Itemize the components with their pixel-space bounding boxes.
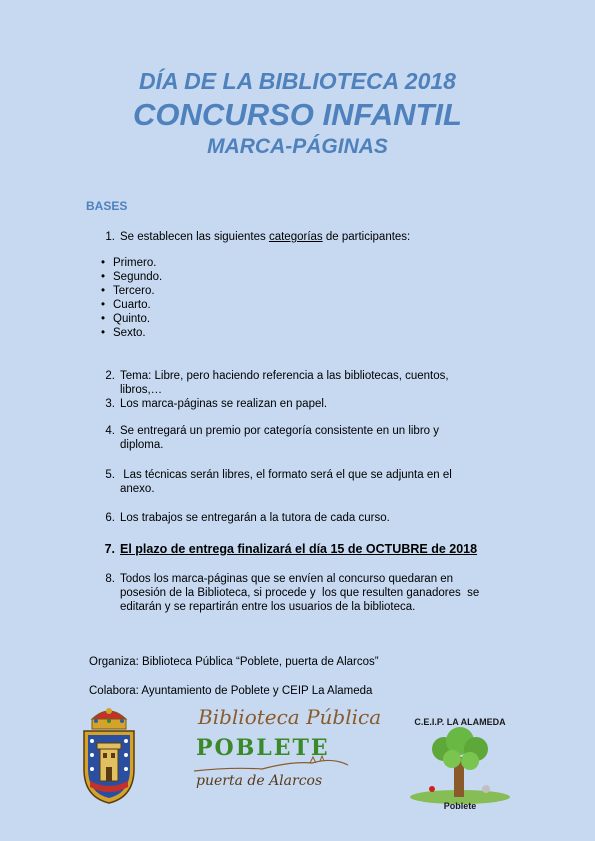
item-text: Los trabajos se entregarán a la tutora de cada curso. — [120, 512, 390, 524]
school-bottom-text: Poblete — [443, 801, 477, 811]
list-item: • Tercero. — [101, 284, 162, 298]
colabora-text: Colabora: Ayuntamiento de Poblete y CEIP La Alameda — [89, 685, 373, 697]
bases-heading: BASES — [86, 199, 128, 213]
logos-row — [0, 705, 595, 815]
item-text-line: editarán y se repartirán entre los usuarios de la biblioteca. — [120, 601, 416, 613]
tree-icon — [404, 717, 516, 809]
coat-of-arms-icon — [78, 707, 140, 805]
school-logo — [404, 717, 516, 817]
categorias-word: categorías — [268, 231, 323, 243]
list-item: • Quinto. — [101, 312, 162, 326]
item-number: 6. — [105, 512, 115, 524]
item-text-line: Todos los marca-páginas que se envíen al concurso quedaran en — [120, 573, 454, 585]
item-text — [120, 369, 500, 397]
item-number: 2. — [105, 370, 115, 382]
item-number: 7. — [104, 542, 115, 556]
library-logo-line-3: puerta de Alarcos — [196, 773, 323, 789]
item-number: 3. — [105, 398, 115, 410]
library-logo-line-1: Biblioteca Pública — [198, 705, 382, 729]
item-text — [120, 230, 410, 244]
item-text — [120, 424, 500, 452]
item-text-pre: Se establecen las siguientes — [120, 231, 269, 243]
item-text-line: Las técnicas serán libres, el formato será el que se adjunta en el — [120, 469, 452, 481]
list-item: • Primero. — [101, 256, 162, 270]
item-text — [120, 468, 500, 496]
categories-list — [101, 256, 162, 340]
title-block — [0, 66, 595, 160]
organiza-text: Organiza: Biblioteca Pública “Poblete, puerta de Alarcos” — [89, 656, 379, 668]
item-text-line: anexo. — [120, 483, 155, 495]
item-text-line: Se entregará un premio por categoría consistente en un libro y — [120, 425, 439, 437]
title-line-2: CONCURSO INFANTIL — [133, 97, 462, 132]
library-logo — [192, 705, 382, 805]
deadline-text: El plazo de entrega finalizará el día 15 de OCTUBRE de 2018 — [120, 542, 478, 556]
item-text-line: diploma. — [120, 439, 164, 451]
item-number: 4. — [105, 425, 115, 437]
list-item: • Cuarto. — [101, 298, 162, 312]
item-text-line: Tema: Libre, pero haciendo referencia a las bibliotecas, cuentos, — [120, 370, 449, 382]
list-item: • Segundo. — [101, 270, 162, 284]
item-number: 8. — [105, 573, 115, 585]
item-text — [120, 572, 520, 614]
title-line-1: DÍA DE LA BIBLIOTECA 2018 — [139, 68, 456, 94]
item-text-line: posesión de la Biblioteca, si procede y los que resulten ganadores se — [120, 587, 480, 599]
title-line-3: MARCA-PÁGINAS — [207, 135, 388, 158]
item-number: 5. — [105, 469, 115, 481]
item-text-line: libros,… — [120, 384, 163, 396]
item-text: Los marca-páginas se realizan en papel. — [120, 398, 328, 410]
school-arc-text: C.E.I.P. LA ALAMEDA — [414, 717, 506, 727]
library-logo-line-2: POBLETE — [196, 735, 330, 761]
list-item: • Sexto. — [101, 326, 162, 340]
hills-icon — [192, 755, 352, 775]
item-text-post: de participantes: — [322, 231, 411, 243]
item-number: 1. — [105, 231, 115, 243]
